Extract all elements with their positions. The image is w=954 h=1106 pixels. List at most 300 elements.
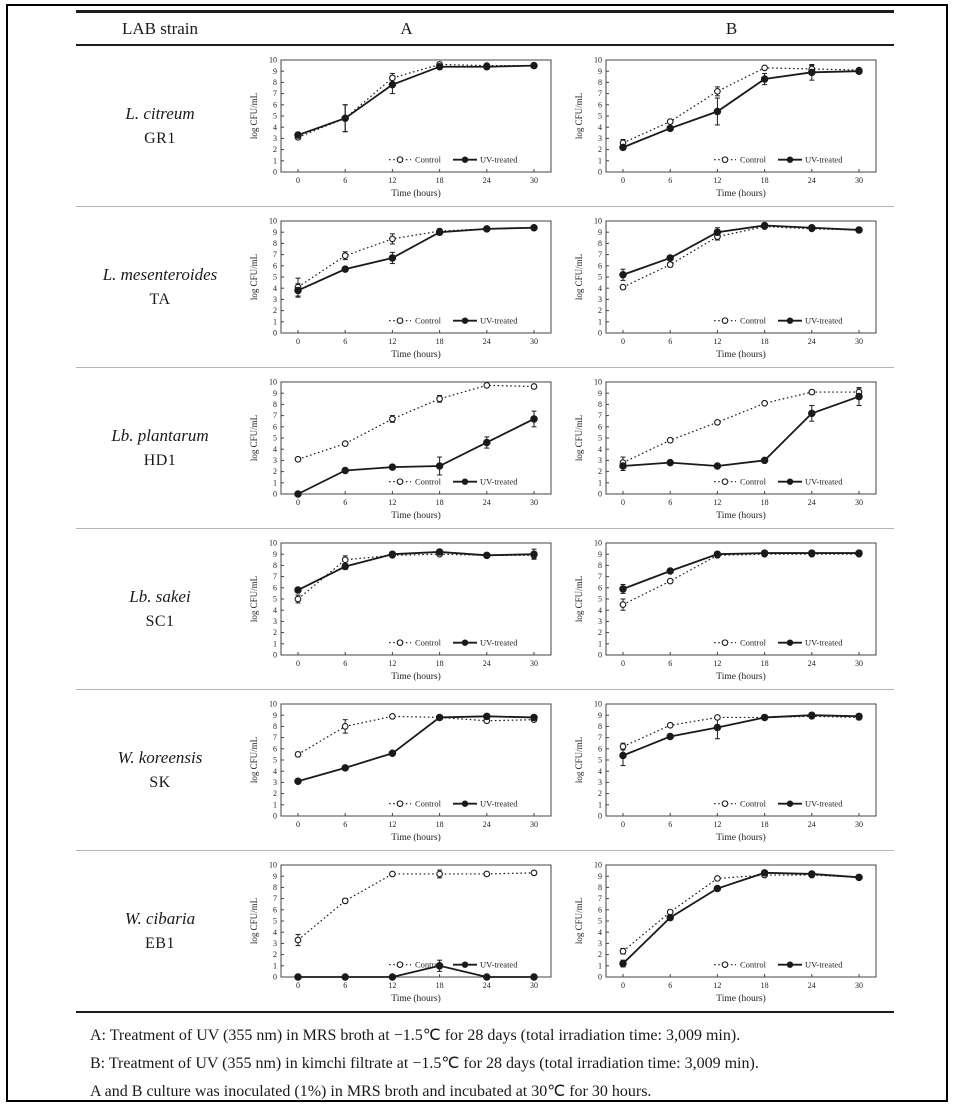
- svg-text:Time (hours): Time (hours): [716, 350, 766, 360]
- strain-species: Lb. sakei: [129, 587, 191, 606]
- svg-text:2: 2: [598, 306, 602, 316]
- svg-text:6: 6: [273, 422, 277, 432]
- svg-text:6: 6: [273, 583, 277, 593]
- svg-text:0: 0: [598, 167, 602, 177]
- svg-text:log CFU/mL: log CFU/mL: [249, 897, 259, 945]
- svg-text:0: 0: [296, 498, 300, 507]
- svg-text:24: 24: [807, 981, 816, 990]
- svg-text:6: 6: [598, 422, 602, 432]
- chart-cell-a: [244, 851, 569, 1011]
- svg-text:7: 7: [273, 894, 277, 904]
- svg-text:18: 18: [435, 176, 444, 185]
- svg-text:UV-treated: UV-treated: [805, 315, 843, 326]
- chart-cell-a: [244, 207, 569, 367]
- svg-text:log CFU/mL: log CFU/mL: [574, 92, 584, 140]
- svg-text:3: 3: [598, 778, 602, 787]
- svg-text:1: 1: [273, 639, 277, 649]
- svg-text:4: 4: [273, 122, 277, 132]
- svg-text:9: 9: [273, 871, 277, 881]
- svg-text:0: 0: [273, 650, 277, 660]
- svg-text:UV-treated: UV-treated: [805, 798, 843, 809]
- svg-text:24: 24: [482, 337, 491, 346]
- svg-text:Control: Control: [415, 798, 441, 809]
- svg-text:3: 3: [273, 939, 277, 948]
- svg-text:18: 18: [435, 981, 444, 990]
- growth-chart-a-hd1: [248, 373, 560, 523]
- svg-text:7: 7: [273, 411, 277, 421]
- svg-text:6: 6: [598, 100, 602, 110]
- svg-text:1: 1: [273, 961, 277, 971]
- svg-text:12: 12: [713, 659, 722, 668]
- svg-text:1: 1: [273, 317, 277, 327]
- svg-text:0: 0: [273, 167, 277, 177]
- svg-text:3: 3: [598, 617, 602, 626]
- svg-text:4: 4: [598, 605, 602, 615]
- growth-chart-b-ta: [573, 212, 885, 362]
- svg-text:7: 7: [273, 250, 277, 260]
- svg-text:log CFU/mL: log CFU/mL: [249, 414, 259, 462]
- figure-table: [76, 10, 894, 1106]
- svg-text:0: 0: [621, 176, 625, 185]
- svg-text:3: 3: [273, 295, 277, 304]
- svg-text:7: 7: [598, 411, 602, 421]
- svg-text:5: 5: [598, 111, 602, 121]
- svg-text:12: 12: [713, 176, 722, 185]
- svg-text:0: 0: [598, 972, 602, 982]
- svg-text:Time (hours): Time (hours): [391, 350, 441, 360]
- strain-label-cell: [76, 207, 244, 367]
- svg-text:2: 2: [598, 628, 602, 638]
- svg-text:6: 6: [668, 176, 673, 185]
- svg-text:3: 3: [273, 456, 277, 465]
- growth-chart-a-sk: [248, 695, 560, 845]
- svg-text:4: 4: [273, 444, 277, 454]
- svg-text:9: 9: [598, 388, 602, 398]
- strain-label-cell: [76, 368, 244, 528]
- svg-text:30: 30: [530, 659, 538, 668]
- svg-text:30: 30: [530, 337, 538, 346]
- growth-chart-b-sc1: [573, 534, 885, 684]
- svg-text:12: 12: [388, 176, 397, 185]
- svg-text:18: 18: [760, 981, 769, 990]
- svg-text:6: 6: [668, 337, 673, 346]
- svg-text:9: 9: [598, 66, 602, 76]
- svg-text:5: 5: [273, 594, 277, 604]
- svg-text:0: 0: [621, 337, 625, 346]
- svg-text:24: 24: [807, 498, 816, 507]
- svg-text:Control: Control: [415, 637, 441, 648]
- svg-text:12: 12: [713, 820, 722, 829]
- svg-text:log CFU/mL: log CFU/mL: [574, 253, 584, 301]
- svg-text:0: 0: [621, 981, 625, 990]
- growth-chart-b-gr1: [573, 51, 885, 201]
- chart-table-body: [76, 46, 894, 1013]
- svg-text:1: 1: [598, 639, 602, 649]
- svg-text:30: 30: [855, 981, 863, 990]
- svg-text:log CFU/mL: log CFU/mL: [574, 736, 584, 784]
- svg-text:10: 10: [269, 699, 277, 709]
- svg-text:8: 8: [598, 561, 602, 570]
- figure-outer-border: [6, 4, 948, 1102]
- svg-text:UV-treated: UV-treated: [805, 476, 843, 487]
- svg-text:0: 0: [621, 498, 625, 507]
- svg-text:Control: Control: [740, 476, 766, 487]
- svg-text:8: 8: [598, 78, 602, 87]
- strain-label-cell: [76, 690, 244, 850]
- svg-text:3: 3: [273, 778, 277, 787]
- strain-species: L. mesenteroides: [102, 265, 218, 284]
- svg-text:24: 24: [807, 820, 816, 829]
- svg-text:6: 6: [668, 498, 673, 507]
- caption-line-a: A: Treatment of UV (355 nm) in MRS broth at −1.5℃ for 28 days (total irradiation time: 3,009 min).: [90, 1027, 741, 1044]
- svg-text:0: 0: [296, 337, 300, 346]
- svg-text:6: 6: [343, 659, 348, 668]
- strain-label-cell: [76, 529, 244, 689]
- svg-text:9: 9: [598, 710, 602, 720]
- svg-text:8: 8: [273, 561, 277, 570]
- svg-text:6: 6: [668, 659, 673, 668]
- svg-text:10: 10: [269, 377, 277, 387]
- strain-row: [76, 207, 894, 368]
- svg-text:30: 30: [530, 820, 538, 829]
- svg-text:1: 1: [273, 478, 277, 488]
- svg-text:18: 18: [760, 498, 769, 507]
- svg-text:0: 0: [273, 328, 277, 338]
- svg-text:3: 3: [273, 134, 277, 143]
- chart-cell-a: [244, 690, 569, 850]
- strain-code: EB1: [145, 935, 175, 952]
- svg-text:7: 7: [273, 733, 277, 743]
- svg-text:3: 3: [273, 617, 277, 626]
- svg-text:4: 4: [273, 927, 277, 937]
- svg-text:UV-treated: UV-treated: [480, 637, 518, 648]
- svg-text:5: 5: [598, 916, 602, 926]
- svg-text:10: 10: [594, 860, 602, 870]
- svg-text:Control: Control: [740, 154, 766, 165]
- svg-text:12: 12: [388, 820, 397, 829]
- growth-chart-a-ta: [248, 212, 560, 362]
- strain-code: TA: [149, 291, 171, 308]
- svg-text:10: 10: [269, 860, 277, 870]
- svg-text:log CFU/mL: log CFU/mL: [249, 575, 259, 623]
- svg-text:6: 6: [343, 820, 348, 829]
- svg-text:30: 30: [855, 659, 863, 668]
- svg-text:3: 3: [598, 134, 602, 143]
- svg-text:10: 10: [269, 538, 277, 548]
- svg-text:18: 18: [760, 659, 769, 668]
- svg-text:1: 1: [273, 800, 277, 810]
- chart-cell-a: [244, 46, 569, 206]
- svg-text:8: 8: [598, 883, 602, 892]
- svg-text:30: 30: [530, 981, 538, 990]
- svg-text:0: 0: [296, 981, 300, 990]
- figure-caption: [76, 1022, 894, 1106]
- svg-text:6: 6: [598, 744, 602, 754]
- growth-chart-b-hd1: [573, 373, 885, 523]
- svg-text:0: 0: [273, 489, 277, 499]
- svg-text:5: 5: [273, 755, 277, 765]
- header-lab-strain: LAB strain: [121, 18, 199, 38]
- caption-line-b: B: Treatment of UV (355 nm) in kimchi filtrate at −1.5℃ for 28 days (total irradiation time: 3,009 min).: [90, 1055, 759, 1072]
- chart-cell-b: [569, 207, 894, 367]
- svg-text:Control: Control: [740, 315, 766, 326]
- chart-cell-b: [569, 851, 894, 1011]
- svg-text:5: 5: [273, 916, 277, 926]
- svg-text:Time (hours): Time (hours): [391, 672, 441, 682]
- svg-text:Control: Control: [740, 798, 766, 809]
- svg-text:18: 18: [435, 498, 444, 507]
- svg-text:24: 24: [807, 337, 816, 346]
- svg-text:2: 2: [273, 950, 277, 960]
- svg-text:8: 8: [598, 722, 602, 731]
- svg-text:8: 8: [273, 78, 277, 87]
- svg-text:30: 30: [530, 498, 538, 507]
- svg-text:Time (hours): Time (hours): [716, 672, 766, 682]
- svg-text:log CFU/mL: log CFU/mL: [574, 897, 584, 945]
- svg-text:7: 7: [598, 572, 602, 582]
- svg-text:9: 9: [273, 549, 277, 559]
- svg-text:3: 3: [598, 456, 602, 465]
- svg-text:log CFU/mL: log CFU/mL: [574, 414, 584, 462]
- svg-text:6: 6: [273, 905, 277, 915]
- svg-text:18: 18: [760, 337, 769, 346]
- svg-text:Time (hours): Time (hours): [716, 189, 766, 199]
- svg-text:6: 6: [598, 905, 602, 915]
- strain-species: W. koreensis: [117, 748, 203, 767]
- growth-chart-a-eb1: [248, 856, 560, 1006]
- strain-species: L. citreum: [125, 104, 195, 123]
- svg-text:log CFU/mL: log CFU/mL: [249, 253, 259, 301]
- svg-text:8: 8: [273, 400, 277, 409]
- svg-text:UV-treated: UV-treated: [480, 959, 518, 970]
- svg-text:UV-treated: UV-treated: [480, 315, 518, 326]
- svg-text:7: 7: [598, 250, 602, 260]
- svg-text:24: 24: [807, 176, 816, 185]
- svg-text:6: 6: [343, 337, 348, 346]
- svg-text:12: 12: [388, 659, 397, 668]
- growth-chart-b-sk: [573, 695, 885, 845]
- svg-text:10: 10: [269, 216, 277, 226]
- svg-text:0: 0: [598, 328, 602, 338]
- svg-text:Control: Control: [415, 315, 441, 326]
- svg-text:8: 8: [273, 883, 277, 892]
- svg-text:0: 0: [598, 489, 602, 499]
- svg-text:0: 0: [621, 659, 625, 668]
- strain-label-cell: [76, 46, 244, 206]
- svg-text:UV-treated: UV-treated: [805, 154, 843, 165]
- svg-text:UV-treated: UV-treated: [480, 154, 518, 165]
- svg-text:5: 5: [598, 272, 602, 282]
- svg-text:18: 18: [435, 659, 444, 668]
- svg-text:7: 7: [598, 894, 602, 904]
- svg-text:30: 30: [855, 498, 863, 507]
- svg-text:2: 2: [598, 950, 602, 960]
- svg-text:6: 6: [598, 261, 602, 271]
- strain-label-cell: [76, 851, 244, 1011]
- svg-text:1: 1: [598, 961, 602, 971]
- svg-text:12: 12: [388, 337, 397, 346]
- strain-row: [76, 529, 894, 690]
- svg-text:24: 24: [807, 659, 816, 668]
- svg-text:30: 30: [855, 176, 863, 185]
- svg-text:18: 18: [435, 820, 444, 829]
- svg-text:UV-treated: UV-treated: [480, 476, 518, 487]
- chart-cell-a: [244, 529, 569, 689]
- svg-text:10: 10: [594, 538, 602, 548]
- svg-text:4: 4: [598, 122, 602, 132]
- svg-text:Time (hours): Time (hours): [391, 833, 441, 843]
- svg-text:Control: Control: [740, 959, 766, 970]
- chart-cell-b: [569, 529, 894, 689]
- svg-text:1: 1: [273, 156, 277, 166]
- svg-text:2: 2: [598, 789, 602, 799]
- svg-text:9: 9: [273, 388, 277, 398]
- svg-text:6: 6: [273, 100, 277, 110]
- svg-text:0: 0: [598, 811, 602, 821]
- svg-text:Time (hours): Time (hours): [391, 189, 441, 199]
- svg-text:24: 24: [482, 981, 491, 990]
- svg-text:9: 9: [273, 66, 277, 76]
- svg-text:2: 2: [273, 789, 277, 799]
- strain-row: [76, 690, 894, 851]
- svg-text:7: 7: [598, 89, 602, 99]
- svg-text:2: 2: [273, 467, 277, 477]
- svg-text:4: 4: [598, 927, 602, 937]
- svg-text:6: 6: [343, 498, 348, 507]
- svg-text:10: 10: [594, 377, 602, 387]
- header-column-a: A: [400, 18, 413, 38]
- svg-text:0: 0: [296, 659, 300, 668]
- svg-text:5: 5: [598, 755, 602, 765]
- strain-row: [76, 46, 894, 207]
- svg-text:30: 30: [855, 820, 863, 829]
- svg-text:UV-treated: UV-treated: [480, 798, 518, 809]
- chart-cell-b: [569, 368, 894, 528]
- svg-text:6: 6: [668, 820, 673, 829]
- growth-chart-b-eb1: [573, 856, 885, 1006]
- svg-text:18: 18: [760, 820, 769, 829]
- svg-text:6: 6: [273, 261, 277, 271]
- strain-species: Lb. plantarum: [111, 426, 209, 445]
- svg-text:7: 7: [598, 733, 602, 743]
- svg-text:4: 4: [273, 283, 277, 293]
- svg-text:24: 24: [482, 659, 491, 668]
- svg-text:Time (hours): Time (hours): [391, 994, 441, 1004]
- svg-text:24: 24: [482, 176, 491, 185]
- svg-text:1: 1: [598, 317, 602, 327]
- svg-text:12: 12: [388, 981, 397, 990]
- svg-text:5: 5: [273, 272, 277, 282]
- svg-text:12: 12: [713, 337, 722, 346]
- svg-text:4: 4: [273, 605, 277, 615]
- svg-text:2: 2: [598, 145, 602, 155]
- svg-text:log CFU/mL: log CFU/mL: [249, 92, 259, 140]
- strain-row: [76, 368, 894, 529]
- strain-code: HD1: [143, 452, 177, 469]
- svg-text:2: 2: [598, 467, 602, 477]
- strain-row: [76, 851, 894, 1013]
- growth-chart-a-sc1: [248, 534, 560, 684]
- svg-text:18: 18: [435, 337, 444, 346]
- strain-code: GR1: [144, 130, 176, 147]
- svg-text:4: 4: [273, 766, 277, 776]
- svg-text:6: 6: [343, 176, 348, 185]
- svg-text:0: 0: [621, 820, 625, 829]
- svg-text:Control: Control: [740, 637, 766, 648]
- svg-text:Time (hours): Time (hours): [716, 833, 766, 843]
- svg-text:6: 6: [343, 981, 348, 990]
- growth-chart-a-gr1: [248, 51, 560, 201]
- svg-text:30: 30: [530, 176, 538, 185]
- svg-text:7: 7: [273, 572, 277, 582]
- svg-text:2: 2: [273, 306, 277, 316]
- svg-text:5: 5: [273, 111, 277, 121]
- svg-text:9: 9: [598, 549, 602, 559]
- svg-text:0: 0: [296, 820, 300, 829]
- svg-text:30: 30: [855, 337, 863, 346]
- svg-text:0: 0: [598, 650, 602, 660]
- svg-text:6: 6: [598, 583, 602, 593]
- svg-text:8: 8: [598, 239, 602, 248]
- svg-text:8: 8: [598, 400, 602, 409]
- svg-text:12: 12: [713, 498, 722, 507]
- strain-species: W. cibaria: [124, 909, 196, 928]
- svg-text:5: 5: [598, 433, 602, 443]
- svg-text:18: 18: [760, 176, 769, 185]
- strain-code: SC1: [145, 613, 175, 630]
- svg-text:log CFU/mL: log CFU/mL: [574, 575, 584, 623]
- svg-text:9: 9: [598, 871, 602, 881]
- svg-text:10: 10: [594, 699, 602, 709]
- svg-text:8: 8: [273, 722, 277, 731]
- chart-cell-a: [244, 368, 569, 528]
- svg-text:0: 0: [273, 811, 277, 821]
- svg-text:24: 24: [482, 820, 491, 829]
- svg-text:6: 6: [668, 981, 673, 990]
- chart-cell-b: [569, 690, 894, 850]
- svg-text:0: 0: [273, 972, 277, 982]
- svg-text:10: 10: [594, 216, 602, 226]
- svg-text:10: 10: [269, 55, 277, 65]
- svg-text:log CFU/mL: log CFU/mL: [249, 736, 259, 784]
- svg-text:12: 12: [388, 498, 397, 507]
- svg-text:1: 1: [598, 800, 602, 810]
- chart-cell-b: [569, 46, 894, 206]
- svg-text:Control: Control: [415, 959, 441, 970]
- svg-text:1: 1: [598, 478, 602, 488]
- svg-text:UV-treated: UV-treated: [805, 637, 843, 648]
- svg-text:9: 9: [273, 227, 277, 237]
- svg-text:Time (hours): Time (hours): [716, 511, 766, 521]
- svg-text:3: 3: [598, 295, 602, 304]
- svg-text:4: 4: [598, 283, 602, 293]
- strain-code: SK: [149, 774, 171, 791]
- svg-text:2: 2: [273, 628, 277, 638]
- svg-text:UV-treated: UV-treated: [805, 959, 843, 970]
- svg-text:5: 5: [273, 433, 277, 443]
- svg-text:12: 12: [713, 981, 722, 990]
- svg-text:8: 8: [273, 239, 277, 248]
- svg-text:Time (hours): Time (hours): [716, 994, 766, 1004]
- svg-text:Time (hours): Time (hours): [391, 511, 441, 521]
- caption-line-ab: A and B culture was inoculated (1%) in MRS broth and incubated at 30℃ for 30 hours.: [90, 1083, 652, 1100]
- svg-text:4: 4: [598, 444, 602, 454]
- svg-text:6: 6: [273, 744, 277, 754]
- svg-text:9: 9: [273, 710, 277, 720]
- table-header-row: [76, 10, 894, 46]
- svg-text:0: 0: [296, 176, 300, 185]
- svg-text:4: 4: [598, 766, 602, 776]
